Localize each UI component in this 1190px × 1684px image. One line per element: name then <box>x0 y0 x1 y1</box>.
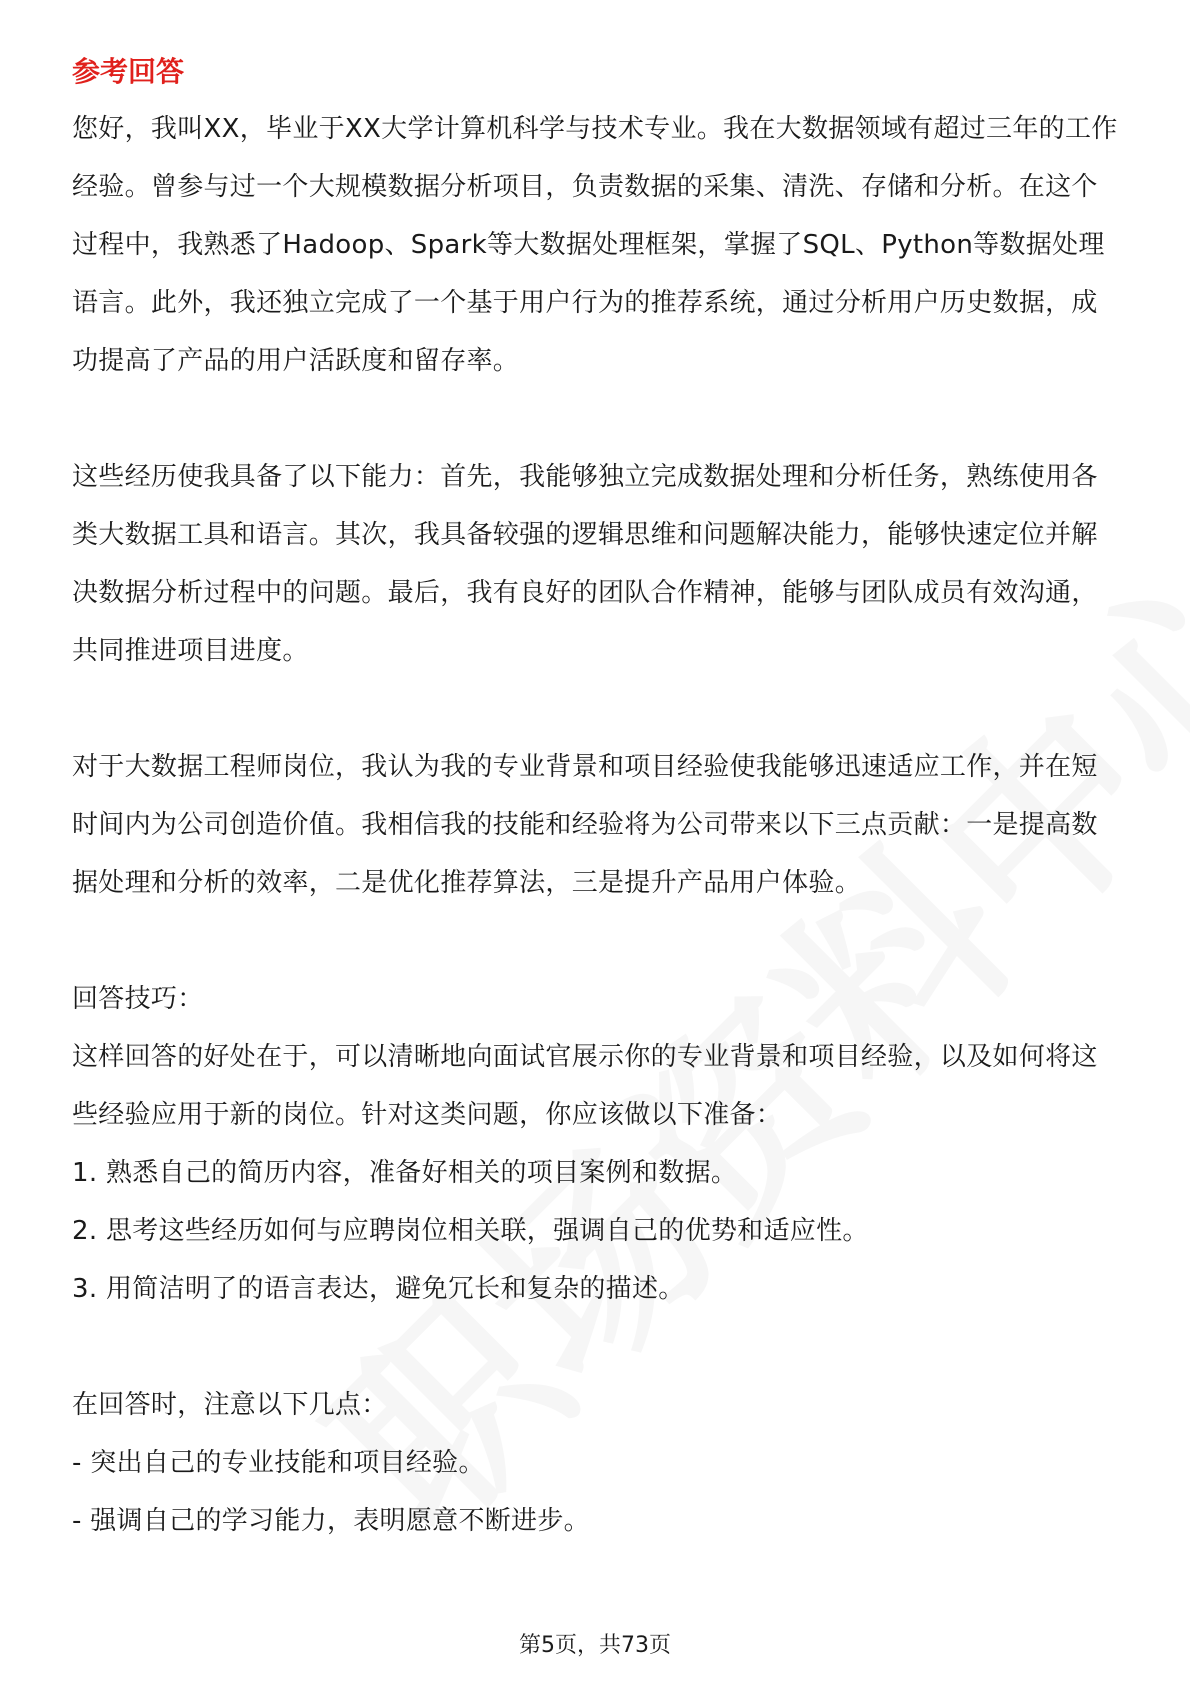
answer-paragraph-3: 对于大数据工程师岗位，我认为我的专业背景和项目经验使我能够迅速适应工作，并在短时间内为公司创造价值。我相信我的技能和经验将为公司带来以下三点贡献：一是提高数据处理和分析的效率，二是优化推荐算法，三是提升产品用户体验。 <box>72 752 1098 898</box>
answer-paragraph-2: 这些经历使我具备了以下能力：首先，我能够独立完成数据处理和分析任务，熟练使用各类大数据工具和语言。其次，我具备较强的逻辑思维和问题解决能力，能够快速定位并解决数据分析过程中的问题。最后，我有良好的团队合作精神，能够与团队成员有效沟通，共同推进项目进度。 <box>72 462 1098 666</box>
paragraph-gap <box>72 390 1122 448</box>
page-number-footer: 第5页，共73页 <box>519 1633 671 1658</box>
tips-intro: 这样回答的好处在于，可以清晰地向面试官展示你的专业背景和项目经验，以及如何将这些经验应用于新的岗位。针对这类问题，你应该做以下准备： <box>72 1042 1098 1130</box>
paragraph-gap <box>72 912 1122 970</box>
tips-step-2: 2. 思考这些经历如何与应聘岗位相关联，强调自己的优势和适应性。 <box>72 1216 869 1246</box>
notes-title: 在回答时，注意以下几点： <box>72 1390 388 1420</box>
notes-item-1: - 突出自己的专业技能和项目经验。 <box>72 1448 485 1478</box>
tips-step-3: 3. 用简洁明了的语言表达，避免冗长和复杂的描述。 <box>72 1274 685 1304</box>
notes-item-2: - 强调自己的学习能力，表明愿意不断进步。 <box>72 1506 590 1536</box>
page-content <box>72 50 1122 1550</box>
tips-title: 回答技巧： <box>72 984 204 1014</box>
paragraph-gap <box>72 680 1122 738</box>
paragraph-gap <box>72 1318 1122 1376</box>
tips-step-1: 1. 熟悉自己的简历内容，准备好相关的项目案例和数据。 <box>72 1158 738 1188</box>
answer-paragraph-1: 您好，我叫XX，毕业于XX大学计算机科学与技术专业。我在大数据领域有超过三年的工作经验。曾参与过一个大规模数据分析项目，负责数据的采集、清洗、存储和分析。在这个过程中，我熟悉了Hadoop、Spark等大数据处理框架，掌握了SQL、Python等数据处理语言。此外，我还独立完成了一个基于用户行为的推荐系统，通过分析用户历史数据，成功提高了产品的用户活跃度和留存率。 <box>72 114 1118 376</box>
section-heading: 参考回答 <box>72 55 185 88</box>
